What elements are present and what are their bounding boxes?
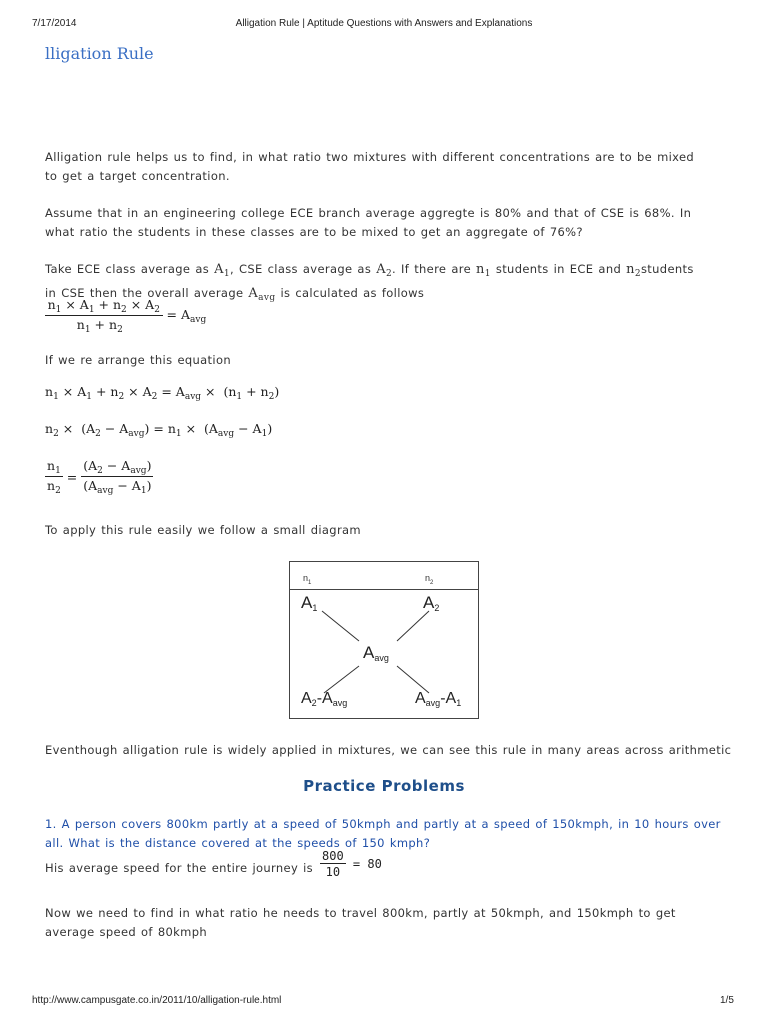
paragraph-intro: Alligation rule helps us to find, in what ratio two mixtures with different concentrations are to be mixed to get a target concentration. <box>45 150 695 183</box>
paragraph-applications: Eventhough alligation rule is widely applied in mixtures, we can see this rule in many areas across arithmetic <box>45 743 732 757</box>
diagram-bottom-right: $A_{avg}-A_1$ <box>415 690 462 708</box>
math-n1: $n_1$ <box>476 262 491 279</box>
question-1-fraction <box>320 849 382 879</box>
practice-heading: Practice Problems <box>303 777 465 795</box>
footer-url[interactable]: http://www.campusgate.co.in/2011/10/alligation-rule.html <box>32 995 282 1006</box>
text: students in ECE and <box>495 262 622 276</box>
equation-ratio: $\frac{n_1}{n_2}$ = $\frac{(A_2 - A_{avg})}{(A_{avg} - A_1)}$ <box>47 458 152 496</box>
text: Take ECE class average as <box>45 262 210 276</box>
alligation-diagram <box>289 561 479 719</box>
fraction-numerator: 800 <box>322 849 344 863</box>
paragraph-rearrange: If we re arrange this equation <box>45 353 231 367</box>
math-aavg: $A_{avg}$ <box>248 286 276 303</box>
math-a2: $A_2$ <box>376 262 393 279</box>
print-page-title: Alligation Rule | Aptitude Questions with Answers and Explanations <box>235 18 533 29</box>
diagram-n1: $n_1$ <box>303 573 312 586</box>
text: , CSE class average as <box>229 262 372 276</box>
text: . If there are <box>392 262 472 276</box>
math-a1: $A_1$ <box>214 262 230 279</box>
diagram-a1: $A_1$ <box>301 593 318 613</box>
print-date: 7/17/2014 <box>32 18 77 29</box>
equation-difference: $n_2 \times (A_2 - A_{avg}) = n_1 \times (A_{avg} - A_1)$ <box>45 421 273 439</box>
fraction-denominator: 10 <box>320 863 346 879</box>
text: is calculated as follows <box>280 286 425 300</box>
question-1: 1. A person covers 800km partly at a speed of 50kmph and partly at a speed of 150kmph, in 10 hours over all. What is the distance covered at the speeds of 150 kmph? <box>45 817 721 850</box>
text: students <box>640 262 694 276</box>
diagram-bottom-left: $A_2-A_{avg}$ <box>301 690 348 708</box>
diagram-a2: $A_2$ <box>423 593 440 613</box>
diagram-n2: $n_2$ <box>425 573 434 586</box>
footer-page-number: 1/5 <box>720 995 734 1006</box>
math-n2: $n_2$ <box>626 262 641 279</box>
equation-average: $\frac{n_1 \times A_1 + n_2 \times A_2}{n_1 + n_2}$ = $A_{avg}$ <box>45 297 207 335</box>
equation-rearranged: $n_1 \times A_1 + n_2 \times A_2 = A_{avg} \times (n_1 + n_2)$ <box>45 384 280 402</box>
article-title: lligation Rule <box>45 44 154 63</box>
paragraph-example: Assume that in an engineering college ECE branch average aggregte is 80% and that of CSE is 68%. In what ratio the students in these classes are to be mixed to get an aggregate of 76%? <box>45 206 692 239</box>
question-1-answer-text: His average speed for the entire journey is <box>45 861 313 875</box>
paragraph-diagram-intro: To apply this rule easily we follow a small diagram <box>45 523 361 537</box>
text: in CSE then the overall average <box>45 286 244 300</box>
paragraph-ratio-explanation: Now we need to find in what ratio he needs to travel 800km, partly at 50kmph, and 150kmph to get average speed of 80kmph <box>45 906 676 939</box>
fraction-result: = 80 <box>352 857 382 871</box>
diagram-avg: $A_{avg}$ <box>363 643 389 663</box>
